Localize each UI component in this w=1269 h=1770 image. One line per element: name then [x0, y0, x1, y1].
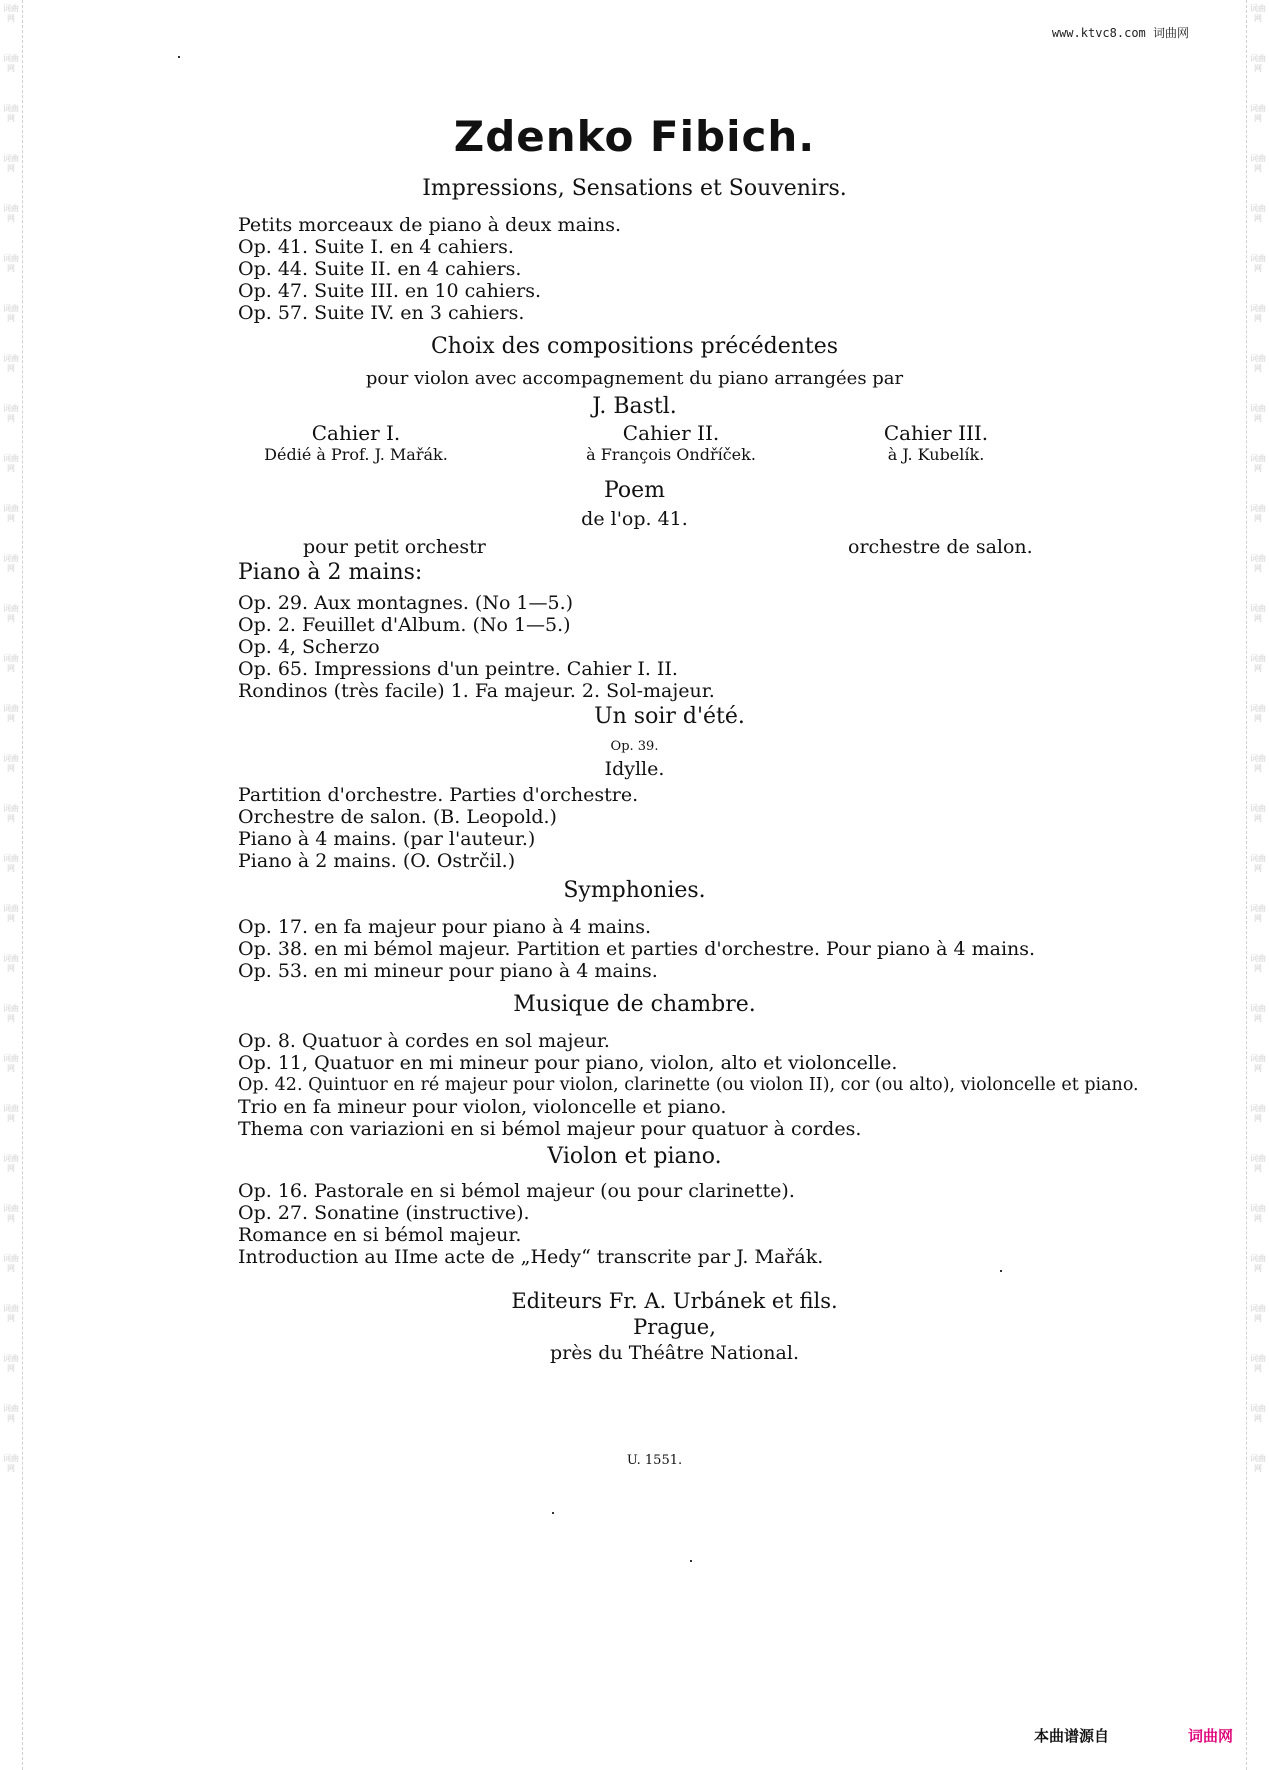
list-item: Op. 2. Feuillet d'Album. (No 1—5.): [238, 614, 571, 636]
soir-heading: Un soir d'été.: [594, 704, 745, 729]
watermark-side-text: 词曲网: [3, 1254, 19, 1273]
page-title: Zdenko Fibich.: [453, 112, 816, 161]
list-item: Op. 27. Sonatine (instructive).: [238, 1202, 530, 1224]
watermark-side-text: 词曲网: [3, 1404, 19, 1423]
watermark-side-text: 词曲网: [1250, 54, 1266, 73]
watermark-side-text: 词曲网: [1250, 954, 1266, 973]
list-item: Op. 17. en fa majeur pour piano à 4 mains.: [238, 916, 652, 938]
violon-heading: Violon et piano.: [547, 1144, 722, 1169]
list-item: Op. 44. Suite II. en 4 cahiers.: [238, 258, 522, 280]
watermark-side-text: 词曲网: [1250, 304, 1266, 323]
watermark-side-text: 词曲网: [3, 4, 19, 23]
watermark-side-text: 词曲网: [1250, 104, 1266, 123]
poem-right: orchestre de salon.: [848, 536, 1033, 558]
print-speck: [178, 56, 180, 58]
watermark-side-text: 词曲网: [3, 404, 19, 423]
watermark-url: www.ktvc8.com 词曲网: [1051, 26, 1189, 40]
watermark-side-text: 词曲网: [3, 454, 19, 473]
watermark-side-text: 词曲网: [3, 1454, 19, 1473]
watermark-side-text: 词曲网: [1250, 1404, 1266, 1423]
list-item: Op. 47. Suite III. en 10 cahiers.: [238, 280, 542, 302]
watermark-side-text: 词曲网: [1250, 1154, 1266, 1173]
watermark-footer-note: 本曲谱源自: [1033, 1727, 1109, 1745]
choix-heading: Choix des compositions précédentes: [430, 334, 839, 359]
list-item: Piano à 4 mains. (par l'auteur.): [238, 828, 536, 850]
cahier-dedication: Dédié à Prof. J. Mařák.: [264, 445, 448, 464]
list-item: Op. 53. en mi mineur pour piano à 4 mains.: [238, 960, 658, 982]
watermark-side-text: 词曲网: [3, 654, 19, 673]
watermark-side-text: 词曲网: [1250, 904, 1266, 923]
choix-subheading: pour violon avec accompagnement du piano arrangées par: [365, 368, 904, 389]
watermark-side-text: 词曲网: [3, 1104, 19, 1123]
list-item: Orchestre de salon. (B. Leopold.): [238, 806, 557, 828]
list-item: Op. 8. Quatuor à cordes en sol majeur.: [238, 1030, 610, 1052]
watermark-side-text: 词曲网: [3, 754, 19, 773]
piano2-heading: Piano à 2 mains:: [238, 560, 423, 585]
chambre-heading: Musique de chambre.: [513, 992, 756, 1017]
watermark-side-text: 词曲网: [3, 954, 19, 973]
list-item: Op. 11, Quatuor en mi mineur pour piano, violon, alto et violoncelle.: [238, 1052, 898, 1074]
watermark-side-text: 词曲网: [3, 154, 19, 173]
watermark-side-text: 词曲网: [1250, 654, 1266, 673]
print-speck: [690, 1560, 692, 1562]
watermark-side-text: 词曲网: [1250, 754, 1266, 773]
soir-opus: Op. 39.: [610, 739, 659, 754]
watermark-side-text: 词曲网: [1250, 804, 1266, 823]
watermark-side-text: 词曲网: [1250, 154, 1266, 173]
watermark-side-text: 词曲网: [3, 1154, 19, 1173]
print-speck: [1000, 1270, 1002, 1272]
publisher-line3: près du Théâtre National.: [550, 1342, 799, 1364]
print-speck: [552, 1512, 554, 1514]
list-item: Op. 41. Suite I. en 4 cahiers.: [238, 236, 514, 258]
watermark-side-text: 词曲网: [3, 304, 19, 323]
watermark-side-text: 词曲网: [1250, 1004, 1266, 1023]
catalog-number: U. 1551.: [626, 1453, 683, 1468]
watermark-side-text: 词曲网: [3, 354, 19, 373]
list-item: Op. 65. Impressions d'un peintre. Cahier I. II.: [238, 658, 678, 680]
watermark-side-text: 词曲网: [3, 854, 19, 873]
watermark-side-text: 词曲网: [1250, 704, 1266, 723]
symphonies-heading: Symphonies.: [563, 878, 706, 903]
list-item: Piano à 2 mains. (O. Ostrčil.): [238, 850, 516, 872]
watermark-side-text: 词曲网: [3, 704, 19, 723]
cahier-label: Cahier III.: [883, 421, 989, 445]
list-item: Op. 38. en mi bémol majeur. Partition et parties d'orchestre. Pour piano à 4 mains.: [238, 938, 1036, 960]
watermark-side-text: 词曲网: [3, 804, 19, 823]
cahier-3: [776, 422, 1096, 466]
watermark-side-text: 词曲网: [1250, 354, 1266, 373]
publisher-line1: Editeurs Fr. A. Urbánek et fils.: [511, 1289, 838, 1313]
cahier-dedication: à J. Kubelík.: [887, 445, 985, 464]
watermark-side-text: 词曲网: [3, 204, 19, 223]
list-item: Op. 29. Aux montagnes. (No 1—5.): [238, 592, 574, 614]
watermark-side-text: 词曲网: [3, 554, 19, 573]
watermark-side-text: 词曲网: [3, 104, 19, 123]
watermark-side-text: 词曲网: [1250, 1054, 1266, 1073]
watermark-side-text: 词曲网: [1250, 504, 1266, 523]
watermark-side-text: 词曲网: [1250, 604, 1266, 623]
poem-sub: de l'op. 41.: [581, 508, 688, 530]
watermark-side-text: 词曲网: [3, 904, 19, 923]
list-item: Op. 16. Pastorale en si bémol majeur (ou pour clarinette).: [238, 1180, 795, 1202]
watermark-side-text: 词曲网: [3, 604, 19, 623]
list-item: Petits morceaux de piano à deux mains.: [238, 214, 621, 236]
watermark-side-text: 词曲网: [3, 1304, 19, 1323]
publisher-line2: Prague,: [633, 1315, 716, 1339]
poem-heading: Poem: [603, 478, 666, 503]
watermark-side-text: 词曲网: [1250, 554, 1266, 573]
list-item: Rondinos (très facile) 1. Fa majeur. 2. Sol-majeur.: [238, 680, 715, 702]
list-item: Partition d'orchestre. Parties d'orchestre.: [238, 784, 639, 806]
watermark-side-text: 词曲网: [1250, 1454, 1266, 1473]
watermark-side-text: 词曲网: [1250, 454, 1266, 473]
watermark-side-text: 词曲网: [1250, 1104, 1266, 1123]
cahier-label: Cahier I.: [311, 421, 401, 445]
watermark-side-text: 词曲网: [3, 54, 19, 73]
list-item: Romance en si bémol majeur.: [238, 1224, 522, 1246]
list-item: Op. 57. Suite IV. en 3 cahiers.: [238, 302, 525, 324]
list-item: Trio en fa mineur pour violon, violoncelle et piano.: [238, 1096, 727, 1118]
cahier-1: [196, 422, 516, 466]
watermark-side-text: 词曲网: [1250, 404, 1266, 423]
watermark-side-text: 词曲网: [1250, 254, 1266, 273]
impressions-heading: Impressions, Sensations et Souvenirs.: [422, 176, 847, 201]
soir-sub: Idylle.: [604, 758, 665, 780]
watermark-side-text: 词曲网: [1250, 4, 1266, 23]
watermark-side-text: 词曲网: [3, 504, 19, 523]
poem-left: pour petit orchestr: [303, 536, 486, 558]
list-item: Op. 4, Scherzo: [238, 636, 380, 658]
watermark-side-text: 词曲网: [3, 254, 19, 273]
watermark-side-text: 词曲网: [1250, 1254, 1266, 1273]
list-item: Op. 42. Quintuor en ré majeur pour violon, clarinette (ou violon II), cor (ou alto), violoncelle et piano.: [238, 1075, 1139, 1095]
watermark-side-text: 词曲网: [3, 1054, 19, 1073]
watermark-side-text: 词曲网: [1250, 854, 1266, 873]
list-item: Introduction au IIme acte de „Hedy“ transcrite par J. Mařák.: [238, 1246, 824, 1268]
cahier-dedication: à François Ondříček.: [586, 445, 756, 464]
watermark-side-text: 词曲网: [1250, 1304, 1266, 1323]
cahier-label: Cahier II.: [622, 421, 720, 445]
list-item: Thema con variazioni en si bémol majeur pour quatuor à cordes.: [238, 1118, 862, 1140]
watermark-side-text: 词曲网: [1250, 204, 1266, 223]
choix-arranger: J. Bastl.: [592, 394, 677, 419]
watermark-side-text: 词曲网: [3, 1004, 19, 1023]
watermark-side-text: 词曲网: [3, 1354, 19, 1373]
watermark-side-text: 词曲网: [3, 1204, 19, 1223]
watermark-footer-brand: 词曲网: [1187, 1727, 1233, 1745]
watermark-side-text: 词曲网: [1250, 1204, 1266, 1223]
watermark-side-text: 词曲网: [1250, 1354, 1266, 1373]
